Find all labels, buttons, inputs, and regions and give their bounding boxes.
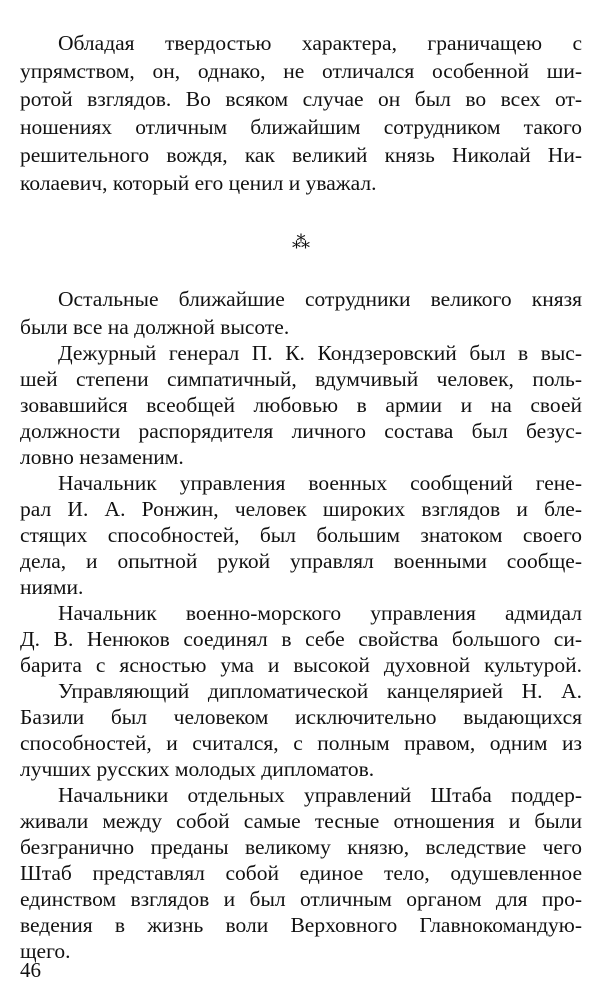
text-line: ниями. xyxy=(20,575,84,599)
text-line: ведения в жизнь воли Верховного Главнокомандую- xyxy=(20,913,582,937)
text-line: рал И. А. Ронжин, человек широких взглядов и бле- xyxy=(20,497,582,521)
text-line: колаевич, который его ценил и уважал. xyxy=(20,171,377,195)
text-line: шей степени симпатичный, вдумчивый человек, поль- xyxy=(20,367,582,391)
text-line: щего. xyxy=(20,939,71,963)
text-line: Начальник военно-морского управления адмидал xyxy=(58,601,582,625)
text-line: Штаб представлял собой единое тело, одушевленное xyxy=(20,861,582,885)
text-line: стящих способностей, был большим знатоком своего xyxy=(20,523,582,547)
text-line: Д. В. Ненюков соединял в себе свойства большого си- xyxy=(20,627,582,651)
text-line: были все на должной высоте. xyxy=(20,315,290,339)
text-line: барита с ясностью ума и высокой духовной культурой. xyxy=(20,653,582,677)
text-line: безгранично преданы великому князю, вследствие чего xyxy=(20,835,582,859)
text-line: дела, и опытной рукой управлял военными сообще- xyxy=(20,549,582,573)
text-line: единством взглядов и был отличным органом для про- xyxy=(20,887,582,911)
text-line: ротой взглядов. Во всяком случае он был во всех от- xyxy=(20,87,582,111)
text-line: живали между собой самые тесные отношения и были xyxy=(20,809,582,833)
text-line: Остальные ближайшие сотрудники великого князя xyxy=(58,287,582,311)
text-line: Начальник управления военных сообщений гене- xyxy=(58,471,582,495)
text-line: Управляющий дипломатической канцелярией Н. А. xyxy=(58,679,582,703)
text-line: Обладая твердостью характера, граничащею с xyxy=(58,31,582,55)
text-line: решительного вождя, как великий князь Николай Ни- xyxy=(20,143,582,167)
text-line: Дежурный генерал П. К. Кондзеровский был в выс- xyxy=(58,341,582,365)
text-line: зовавшийся всеобщей любовью в армии и на своей xyxy=(20,393,582,417)
text-line: Начальники отдельных управлений Штаба поддер- xyxy=(58,783,582,807)
text-line: упрямством, он, однако, не отличался особенной ши- xyxy=(20,59,582,83)
section-separator: ⁂ xyxy=(292,232,310,252)
text-line: Базили был человеком исключительно выдающихся xyxy=(20,705,582,729)
text-line: ловно незаменим. xyxy=(20,445,184,469)
text-line: ношениях отличным ближайшим сотрудником такого xyxy=(20,115,582,139)
text-line: лучших русских молодых дипломатов. xyxy=(20,757,375,781)
page-number: 46 xyxy=(20,958,41,982)
text-line: способностей, и считался, с полным правом, одним из xyxy=(20,731,582,755)
text-line: должности распорядителя личного состава был безус- xyxy=(20,419,582,443)
